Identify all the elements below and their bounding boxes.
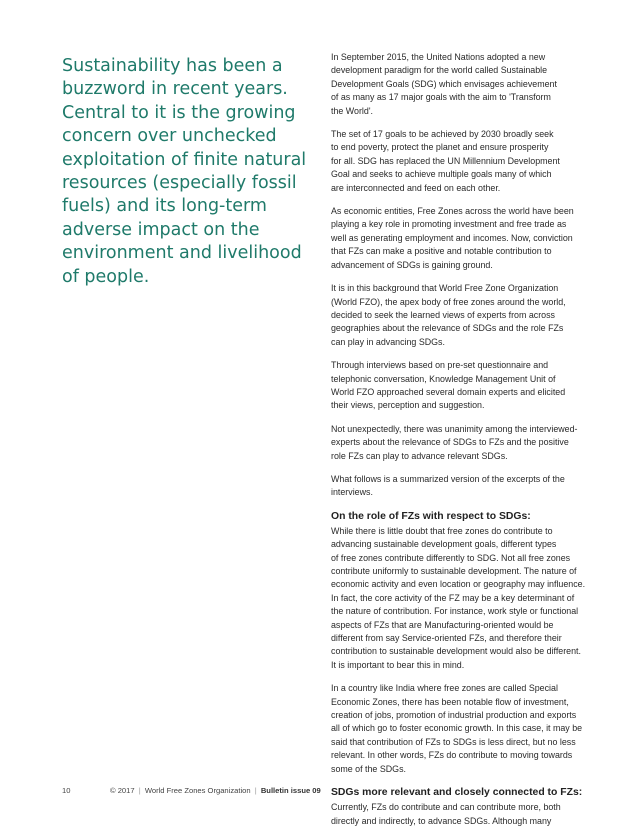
body-line: What follows is a summarized version of the excerpts of the	[331, 473, 565, 484]
body-line: well as generating employment and incomes. Now, conviction	[331, 232, 573, 243]
body-line: of as many as 17 major goals with the aim to 'Transform	[331, 92, 551, 103]
pull-quote-line: adverse impact on the	[62, 219, 260, 240]
section-heading-fz-role: On the role of FZs with respect to SDGs:	[331, 510, 531, 522]
paragraph-unanimity	[331, 423, 591, 463]
bulletin-issue: Bulletin issue 09	[260, 786, 321, 795]
pull-quote-line: resources (especially fossil	[62, 173, 297, 194]
pull-quote	[62, 55, 307, 289]
body-line: (World FZO), the apex body of free zones around the world,	[331, 296, 566, 307]
body-line: are interconnected and feed on each other.	[331, 182, 501, 193]
body-line: telephonic conversation, Knowledge Management Unit of	[331, 373, 556, 384]
body-line: that FZs can make a positive and notable contribution to	[331, 246, 552, 257]
pull-quote-line: Sustainability has been a	[62, 56, 283, 76]
body-line: all of which go to foster economic growth. In this case, it may be	[331, 723, 583, 734]
body-line: experts about the relevance of SDGs to FZs and the positive	[331, 437, 569, 448]
pull-quote-line: of people.	[62, 266, 150, 287]
paragraph-17-goals	[331, 128, 591, 195]
body-line: interviews.	[331, 487, 373, 498]
body-line: of free zones contribute differently to SDG. Not all free zones	[331, 552, 571, 563]
page-footer	[62, 786, 321, 795]
body-line: advancement of SDGs is gaining ground.	[331, 259, 493, 270]
body-column	[331, 51, 591, 838]
body-line: Not unexpectedly, there was unanimity among the interviewed-	[331, 423, 578, 434]
paragraph-fz-types	[331, 525, 591, 672]
body-line: their views, perception and suggestion.	[331, 400, 485, 411]
body-line: In a country like India where free zones are called Special	[331, 683, 558, 694]
body-line: to end poverty, protect the planet and ensure prosperity	[331, 142, 549, 153]
body-line: playing a key role in promoting investment and free trade as	[331, 219, 567, 230]
pull-quote-line: exploitation of finite natural	[62, 149, 307, 170]
body-line: different from say Service-oriented FZs, and therefore their	[331, 633, 562, 644]
paragraph-world-fzo-background	[331, 282, 591, 349]
body-line: role FZs can play to advance relevant SDGs.	[331, 450, 508, 461]
body-line: the nature of contribution. For instance, work style or functional	[331, 606, 579, 617]
body-line: contribute uniformly to sustainable development. The nature of	[331, 566, 577, 576]
body-line: can play in advancing SDGs.	[331, 336, 445, 347]
body-line: The set of 17 goals to be achieved by 2030 broadly seek	[331, 129, 554, 140]
organization-name: World Free Zones Organization	[144, 786, 251, 795]
body-line: Economic Zones, there has been notable flow of investment,	[331, 696, 569, 707]
paragraph-free-zones-role	[331, 205, 591, 272]
body-line: As economic entities, Free Zones across the world have been	[331, 206, 574, 217]
body-line: relevant. In other words, FZs do contribute to moving towards	[331, 750, 573, 761]
pull-quote-line: Central to it is the growing	[62, 102, 296, 123]
page-number: 10	[62, 786, 71, 795]
pull-quote-line: buzzword in recent years.	[62, 79, 288, 100]
body-line: While there is little doubt that free zones do contribute to	[331, 525, 553, 536]
footer-separator: |	[252, 786, 259, 795]
body-line: It is in this background that World Free Zone Organization	[331, 283, 559, 294]
body-line: Development Goals (SDG) which envisages achievement	[331, 78, 557, 89]
body-line: aspects of FZs that are Manufacturing-oriented would be	[331, 619, 554, 630]
body-line: for all. SDG has replaced the UN Millennium Development	[331, 155, 560, 166]
pull-quote-line: concern over unchecked	[62, 126, 277, 147]
body-line: creation of jobs, promotion of industrial production and exports	[331, 710, 577, 721]
body-line: said that contribution of FZs to SDGs is less direct, but no less	[331, 736, 576, 747]
body-line: the World'.	[331, 105, 373, 116]
body-line: Through interviews based on pre-set questionnaire and	[331, 360, 549, 371]
body-line: decided to seek the learned views of experts from across	[331, 309, 555, 320]
body-line: World FZO approached several domain experts and elicited	[331, 386, 566, 397]
copyright: © 2017	[110, 786, 135, 795]
body-line: It is important to bear this in mind.	[331, 659, 465, 670]
body-line: Goal and seeks to achieve multiple goals many of which	[331, 169, 552, 180]
body-line: advancing sustainable development goals, different types	[331, 539, 557, 550]
body-line: directly and indirectly, to advance SDGs. Although many	[331, 815, 552, 826]
body-line: Currently, FZs do contribute and can contribute more, both	[331, 802, 561, 813]
body-line: In fact, the core activity of the FZ may be a key determinant of	[331, 592, 575, 603]
section-heading-sdgs-relevant: SDGs more relevant and closely connected to FZs:	[331, 787, 583, 799]
body-line: some of the SDGs.	[331, 763, 406, 774]
paragraph-currently	[331, 801, 591, 828]
body-line: In September 2015, the United Nations adopted a new	[331, 52, 546, 62]
paragraph-summary-intro	[331, 473, 591, 500]
footer-separator: |	[136, 786, 143, 795]
paragraph-interviews-method	[331, 359, 591, 413]
body-line: contribution to sustainable development would also be different.	[331, 646, 581, 657]
paragraph-un-sdg-adoption	[331, 51, 591, 118]
body-line: geographies about the relevance of SDGs and the role FZs	[331, 323, 564, 334]
body-line: economic activity and even location or geography may influence.	[331, 579, 586, 590]
paragraph-india-sez	[331, 682, 591, 776]
pull-quote-line: environment and livelihood	[62, 243, 302, 264]
body-line: development paradigm for the world called Sustainable	[331, 65, 548, 76]
pull-quote-line: fuels) and its long-term	[62, 196, 267, 217]
